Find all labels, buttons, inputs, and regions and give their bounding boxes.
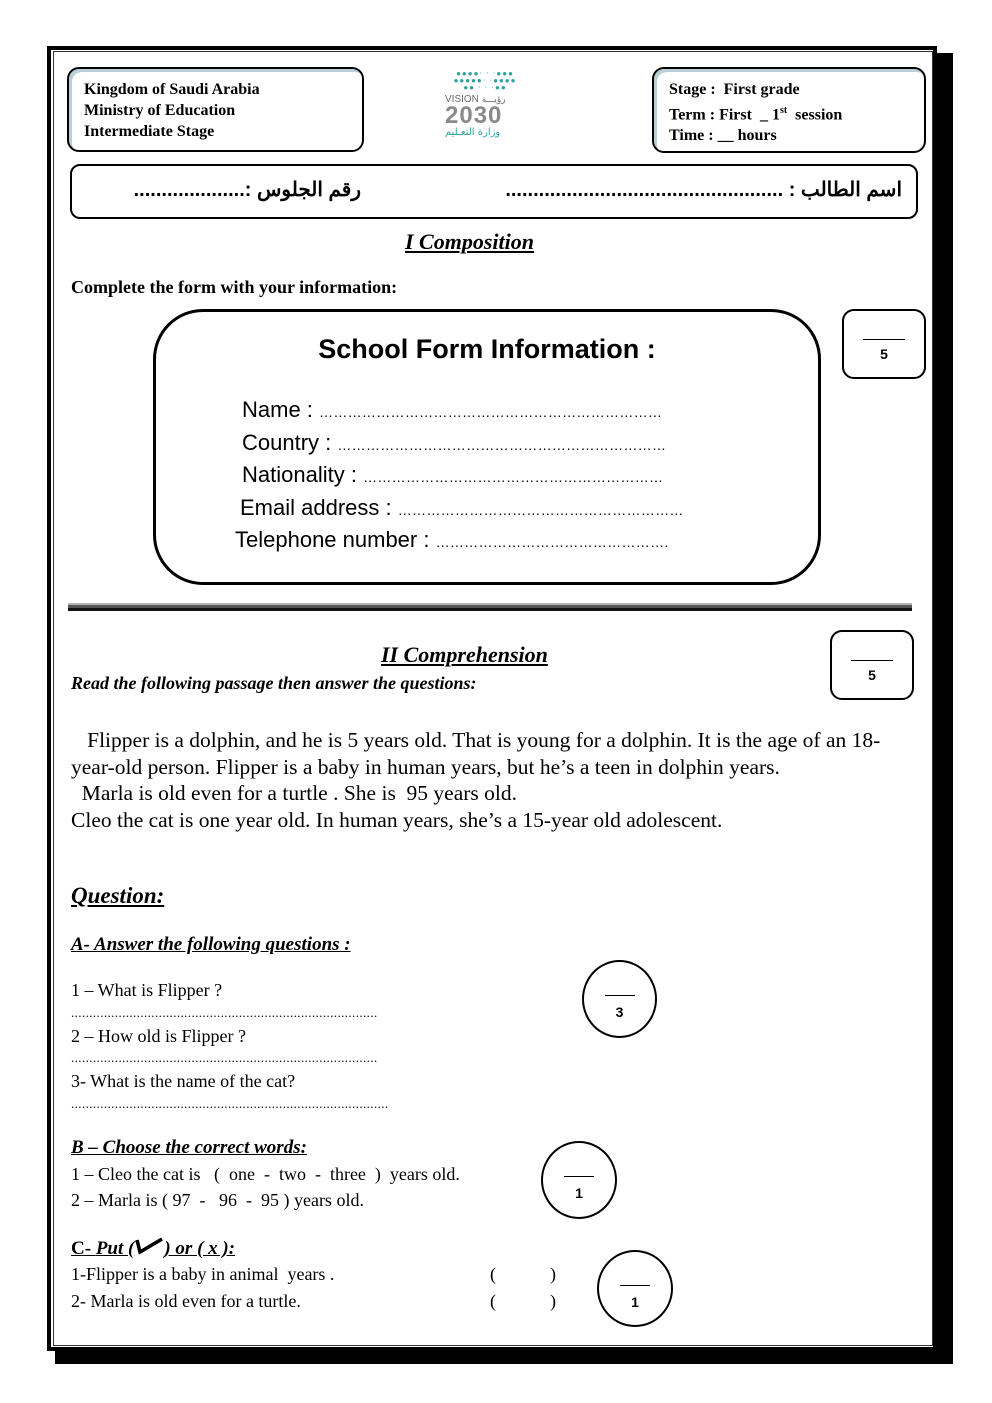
logo-year: 2030: [445, 102, 503, 129]
logo-vision-ar: رؤيـــة: [481, 95, 506, 105]
composition-instruction: Complete the form with your information:: [71, 277, 398, 297]
passage-paragraph: Marla is old even for a turtle . She is 95 years old.: [71, 781, 518, 805]
form-field-dots: ……………………………………………………………: [337, 437, 667, 453]
student-info-box: [70, 164, 918, 219]
form-field-label: Name :: [242, 397, 320, 422]
form-field-label: Nationality :: [242, 462, 364, 487]
question-item: 1 – What is Flipper ?: [71, 980, 223, 1000]
score-line: [620, 1285, 650, 1286]
score-max: 1: [631, 1294, 639, 1310]
question-item: 3- What is the name of the cat?: [71, 1071, 296, 1091]
questions-heading: Question:: [71, 883, 165, 908]
logo-dots-icon: ●●●●· · ·●●● ●●●●●· ·●●●● ●● · · ·●●: [453, 69, 517, 92]
true-false-item: 2- Marla is old even for a turtle.: [71, 1291, 301, 1311]
score-max: 5: [880, 346, 888, 362]
form-field-label: Country :: [242, 430, 338, 455]
form-field-nationality[interactable]: [242, 462, 663, 488]
form-field-name[interactable]: [242, 397, 662, 423]
header-time: Time : __ hours: [669, 127, 777, 145]
school-form-title: School Form Information :: [318, 334, 656, 364]
term-suffix: session: [787, 106, 843, 124]
checkmark-icon: [134, 1236, 164, 1262]
answer-paren-open[interactable]: (: [490, 1291, 496, 1311]
section-c-prefix: C-: [71, 1238, 96, 1259]
section-divider: [68, 603, 912, 611]
reading-passage: [71, 727, 906, 833]
form-field-dots: ………………………………………………………………: [319, 404, 663, 420]
answer-line[interactable]: .......................................................................................: [71, 1096, 389, 1111]
form-field-telephone[interactable]: [235, 527, 669, 553]
logo-vision-label: VISION: [445, 94, 479, 105]
header-right-box: [652, 67, 926, 153]
section-a-title: A- Answer the following questions :: [71, 934, 351, 955]
section-c-or-x: ) or ( x ):: [164, 1238, 236, 1259]
form-field-country[interactable]: [242, 430, 666, 456]
header-term: [669, 100, 842, 125]
score-max: 5: [868, 667, 876, 683]
form-field-dots: ………………………………………………………: [363, 469, 664, 485]
passage-paragraph: Cleo the cat is one year old. In human years, she’s a 15-year old adolescent.: [71, 807, 723, 832]
answer-paren-close[interactable]: ): [550, 1291, 556, 1311]
choice-item: 2 – Marla is ( 97 - 96 - 95 ) years old.: [71, 1190, 364, 1210]
answer-paren-close[interactable]: ): [550, 1264, 556, 1284]
question-item: 2 – How old is Flipper ?: [71, 1026, 246, 1046]
section-b-score-circle: [541, 1141, 617, 1219]
section-a-score-circle: [582, 960, 657, 1038]
school-form-box: [153, 309, 821, 585]
composition-title: I Composition: [405, 229, 534, 254]
score-line: [851, 660, 893, 661]
comprehension-instruction: Read the following passage then answer the questions:: [71, 673, 477, 693]
header-ministry: Ministry of Education: [84, 102, 236, 119]
header-school-stage: Intermediate Stage: [84, 123, 215, 140]
score-max: 3: [615, 1004, 624, 1020]
seat-number-dots: ....................: [133, 179, 245, 201]
header-stage: Stage : First grade: [669, 81, 800, 98]
student-name-field[interactable]: [505, 177, 902, 202]
term-prefix: Term : First _ 1: [669, 106, 780, 124]
score-line: [605, 995, 635, 996]
student-name-dots: ..................................................: [505, 179, 784, 201]
header-left-box: [67, 67, 364, 152]
term-sup: st: [779, 105, 788, 116]
answer-paren-open[interactable]: (: [490, 1264, 496, 1284]
composition-score-box: [842, 309, 926, 379]
header-country: Kingdom of Saudi Arabia: [84, 81, 260, 98]
true-false-item: 1-Flipper is a baby in animal years .: [71, 1264, 335, 1284]
form-field-label: Email address :: [240, 495, 398, 520]
section-c-score-circle: [597, 1250, 673, 1327]
section-c-title: [71, 1236, 235, 1262]
form-field-label: Telephone number :: [235, 527, 436, 552]
seat-number-label: رقم الجلوس :: [244, 179, 361, 201]
seat-number-field[interactable]: [134, 177, 361, 202]
form-field-dots: ……………………………………………………: [397, 502, 684, 518]
choice-item: 1 – Cleo the cat is ( one - two - three ) years old.: [71, 1164, 460, 1184]
comprehension-title: II Comprehension: [381, 642, 548, 667]
comprehension-score-box: [830, 630, 914, 700]
vision-2030-logo: [445, 70, 525, 142]
section-c-put: Put (: [95, 1238, 135, 1259]
student-name-label: اسم الطالب :: [783, 179, 902, 201]
answer-line[interactable]: ....................................................................................: [71, 1005, 378, 1020]
section-b-title: B – Choose the correct words:: [71, 1137, 307, 1158]
score-line: [564, 1176, 594, 1177]
score-max: 1: [575, 1185, 583, 1201]
answer-line[interactable]: ....................................................................................: [71, 1050, 378, 1065]
score-line: [863, 339, 905, 340]
form-field-dots: ………………………………………….: [435, 534, 669, 550]
logo-ministry-ar: وزارة التعـليم: [445, 127, 501, 138]
passage-paragraph: Flipper is a dolphin, and he is 5 years old. That is young for a dolphin. It is the age of an 18-year-old person. Flipper is a baby in human years, but he’s a teen in dolphin years.: [71, 728, 881, 779]
form-field-email[interactable]: [240, 495, 684, 521]
